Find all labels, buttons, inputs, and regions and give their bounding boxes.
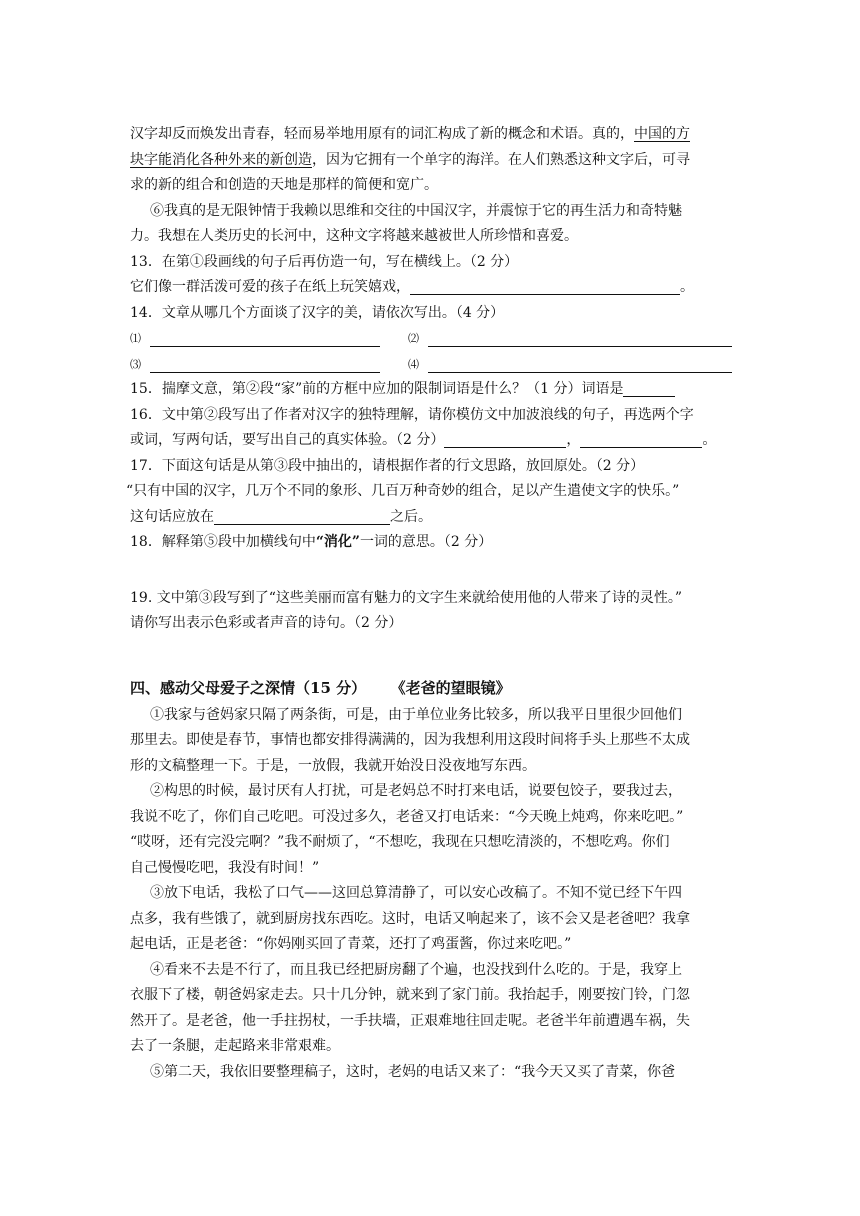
question-16-text: 或词，写两句话，要写出自己的真实体验。（2 分） <box>130 432 445 448</box>
paragraph-2-line: “哎呀，还有完没完啊？”我不耐烦了，“不想吃，我现在只想吃清淡的，不想吃鸡。你们 <box>130 834 670 850</box>
answer-blank[interactable] <box>623 380 675 397</box>
paragraph-4-line: ④看来不去是不行了，而且我已经把厨房翻了个遍，也没找到什么吃的。于是，我穿上 <box>150 961 682 978</box>
answer-label-3: ⑶ <box>130 357 141 371</box>
section-title: 四、感动父母爱子之深情（15 分） <box>130 678 367 697</box>
question-19: 19. 文中第③段写到了“这些美丽而富有魅力的文字生来就给使用他的人带来了诗的灵性。” <box>130 589 683 606</box>
passage-text: 汉字却反而焕发出青春，轻而易举地用原有的词汇构成了新的概念和术语。真的， <box>130 126 634 142</box>
paragraph-1-line: ①我家与爸妈家只隔了两条街，可是，由于单位业务比较多，所以我平日里很少回他们 <box>150 706 682 723</box>
question-17-prefix: 这句话应放在 <box>130 508 214 525</box>
keyword: “消化” <box>315 534 360 550</box>
paragraph-3-line: 点多，我有些饿了，就到厨房找东西吃。这时，电话又响起来了，该不会又是老爸吧？我拿 <box>130 910 690 927</box>
paragraph-2-line: ②构思的时候，最讨厌有人打扰，可是老妈总不时打来电话，说要包饺子，要我过去， <box>150 783 682 799</box>
question-14: 14．文章从哪几个方面谈了汉字的美，请依次写出。（4 分） <box>130 304 505 321</box>
underlined-sentence: 中国的方 <box>634 126 690 142</box>
question-17-answer-line <box>130 505 732 531</box>
answer-blank-1[interactable] <box>444 431 566 448</box>
passage-text: ，因为它拥有一个单字的海洋。在人们熟悉这种文字后，可寻 <box>312 151 690 168</box>
answer-space[interactable] <box>130 637 732 673</box>
comma: ， <box>566 432 581 448</box>
paragraph-1-line: 形的文稿整理一下。于是，一放假，我就开始没日没夜地写东西。 <box>130 757 536 774</box>
passage-line <box>130 122 732 148</box>
paragraph-2-line: 自己慢慢吃吧，我没有时间！” <box>130 859 320 876</box>
question-14-answers-row-2 <box>130 352 732 378</box>
answer-blank-4[interactable] <box>428 356 732 373</box>
answer-label-1: ⑴ <box>130 332 141 345</box>
answer-label-4: ⑷ <box>408 357 419 371</box>
underlined-sentence: 块字能消化各种外来的新创造 <box>130 151 312 168</box>
question-17: 17．下面这句话是从第③段中抽出的，请根据作者的行文思路，放回原处。（2 分） <box>130 457 645 474</box>
passage-line <box>130 148 732 174</box>
question-17-suffix: 之后。 <box>390 508 432 525</box>
question-19: 请你写出表示色彩或者声音的诗句。（2 分） <box>130 615 403 631</box>
paragraph-4-line: 去了一条腿，走起路来非常艰难。 <box>130 1038 340 1054</box>
answer-label-2: ⑵ <box>408 332 419 345</box>
question-15 <box>130 377 732 403</box>
question-13: 13．在第①段画线的句子后再仿造一句，写在横线上。（2 分） <box>130 253 519 270</box>
answer-blank-1[interactable] <box>150 330 380 347</box>
paragraph-4-line: 然开了。是老爸，他一手拄拐杖，一手扶墙，正艰难地往回走呢。老爸半年前遭遇车祸，失 <box>130 1012 690 1029</box>
question-13-answer-line <box>130 275 732 301</box>
answer-blank[interactable] <box>214 508 390 525</box>
paragraph-3-line: ③放下电话，我松了口气——这回总算清静了，可以安心改稿了。不知不觉已经下午四 <box>150 885 682 901</box>
question-16: 16．文中第②段写出了作者对汉字的独特理解，请你模仿文中加波浪线的句子，再选两个字 <box>130 406 694 423</box>
paragraph-1-line: 那里去。即使是春节，事情也都安排得满满的，因为我想利用这段时间将手头上那些不太成 <box>130 732 690 748</box>
answer-blank-2[interactable] <box>428 330 732 347</box>
document-content <box>126 122 732 1085</box>
paragraph-2-line: 我说不吃了，你们自己吃吧。可没过多久，老爸又打电话来：“今天晚上炖鸡，你来吃吧。” <box>130 808 684 825</box>
question-13-prompt: 它们像一群活泼可爱的孩子在纸上玩笑嬉戏， <box>130 279 410 295</box>
paragraph-6-line: 力。我想在人类历史的长河中，这种文字将越来越被世人所珍惜和喜爱。 <box>130 228 578 244</box>
paragraph-5-line: ⑤第二天，我依旧要整理稿子，这时，老妈的电话又来了：“我今天又买了青菜，你爸 <box>150 1063 676 1080</box>
question-14-answers-row-1 <box>130 326 732 352</box>
paragraph-6-line: ⑥我真的是无限钟情于我赖以思维和交往的中国汉字，并震惊于它的再生活力和奇特魅 <box>150 202 682 219</box>
question-16-answer-line <box>130 428 732 454</box>
period: 。 <box>680 279 694 295</box>
question-18-text: 18．解释第⑤段中加横线句中 <box>130 534 316 550</box>
answer-blank-3[interactable] <box>150 356 380 373</box>
question-17-quote: “只有中国的汉字，几万个不同的象形、几百万种奇妙的组合，足以产生遣使文字的快乐。” <box>126 483 680 499</box>
section-4-heading <box>130 673 732 703</box>
passage-line: 求的新的组合和创造的天地是那样的简便和宽广。 <box>130 177 438 193</box>
answer-blank-2[interactable] <box>580 431 702 448</box>
paragraph-4-line: 衣服下了楼，朝爸妈家走去。只十几分钟，就来到了家门前。我抬起手，刚要按门铃，门忽 <box>130 987 690 1003</box>
article-title: 《老爸的望眼镜》 <box>398 678 511 697</box>
answer-space[interactable] <box>130 556 732 586</box>
period: 。 <box>702 432 717 448</box>
question-18-text: 一词的意思。（2 分） <box>359 534 493 550</box>
answer-blank[interactable] <box>410 278 680 295</box>
question-18 <box>130 530 732 556</box>
question-15-text: 15．揣摩文意，第②段“家”前的方框中应加的限制词语是什么？（1 分）词语是 <box>130 381 624 397</box>
paragraph-3-line: 起电话，正是老爸：“你妈刚买回了青菜，还打了鸡蛋酱，你过来吃吧。” <box>130 936 572 952</box>
